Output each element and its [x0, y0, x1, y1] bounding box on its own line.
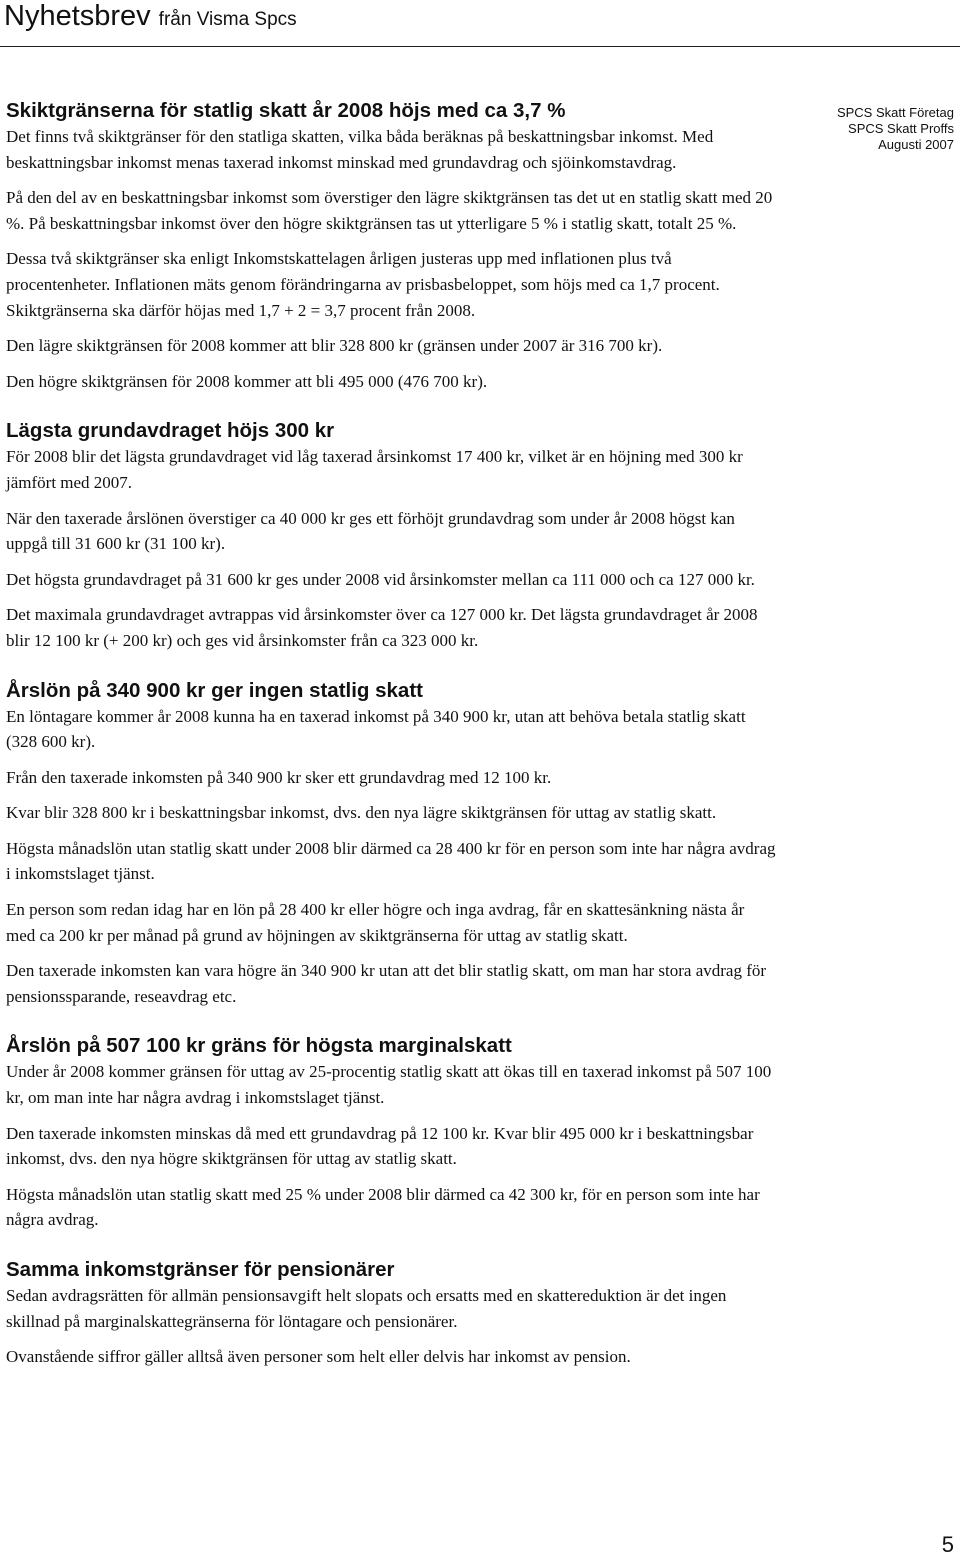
paragraph: Dessa två skiktgränser ska enligt Inkomstskattelagen årligen justeras upp med inflationen plus två procentenheter. Inflationen mäts genom förändringarna av prisbasbeloppet, som höjs med ca 1,7 procent. Skiktgränserna ska därför höjas med 1,7 + 2 = 3,7 procent från 2008.: [6, 249, 720, 320]
page-number: 5: [941, 1532, 954, 1557]
section-heading: Lägsta grundavdraget höjs 300 kr: [6, 419, 335, 443]
paragraph: Kvar blir 328 800 kr i beskattningsbar inkomst, dvs. den nya lägre skiktgränsen för uttag av statlig skatt.: [6, 803, 717, 823]
paragraph: Det maximala grundavdraget avtrappas vid årsinkomster över ca 127 000 kr. Det lägsta grundavdraget år 2008 blir 12 100 kr (+ 200 kr) och ges vid årsinkomster från ca 323 000 kr.: [6, 605, 758, 650]
paragraph: Den högre skiktgränsen för 2008 kommer att bli 495 000 (476 700 kr).: [6, 371, 488, 391]
section-arslon-507100: [6, 1033, 776, 1233]
paragraph: När den taxerade årslönen överstiger ca 40 000 kr ges ett förhöjt grundavdrag som under år 2008 högst kan uppgå till 31 600 kr (31 100 kr).: [6, 508, 735, 554]
article-body: [6, 98, 776, 1380]
newsletter-title: Nyhetsbrev: [4, 0, 151, 32]
paragraph: Ovanstående siffror gäller alltså även personer som helt eller delvis har inkomst av pension.: [6, 1347, 631, 1367]
section-heading: Årslön på 507 100 kr gräns för högsta marginalskatt: [6, 1034, 512, 1058]
paragraph: På den del av en beskattningsbar inkomst som överstiger den lägre skiktgränsen tas det ut en statlig skatt med 20 %. På beskattningsbar inkomst över den högre skiktgränsen tas ut ytterligare 5 % i statlig skatt, totalt 25 %.: [6, 188, 773, 233]
section-pensionarer: [6, 1257, 776, 1370]
newsletter-subtitle: från Visma Spcs: [158, 9, 297, 30]
paragraph: En person som redan idag har en lön på 28 400 kr eller högre och inga avdrag, får en skattesänkning nästa år med ca 200 kr per månad på grund av höjningen av skiktgränserna för uttag av statlig skatt.: [6, 900, 745, 945]
section-heading: Skiktgränserna för statlig skatt år 2008 höjs med ca 3,7 %: [6, 99, 566, 122]
section-grundavdrag: [6, 418, 776, 653]
paragraph: Den lägre skiktgränsen för 2008 kommer att blir 328 800 kr (gränsen under 2007 är 316 700 kr).: [6, 336, 663, 356]
masthead: [4, 0, 297, 40]
product-info: [837, 105, 954, 153]
header-divider: [0, 46, 960, 47]
issue-date: Augusti 2007: [878, 137, 954, 152]
section-heading: Årslön på 340 900 kr ger ingen statlig skatt: [6, 678, 423, 702]
paragraph: Den taxerade inkomsten minskas då med ett grundavdrag på 12 100 kr. Kvar blir 495 000 kr i beskattningsbar inkomst, dvs. den nya högre skiktgränsen för uttag av statlig skatt.: [6, 1123, 754, 1169]
product-name-proffs: SPCS Skatt Proffs: [848, 121, 954, 136]
paragraph: Under år 2008 kommer gränsen för uttag av 25-procentig statlig skatt att ökas till en taxerad inkomst på 507 100 kr, om man inte har några avdrag i inkomstslaget tjänst.: [6, 1062, 772, 1108]
paragraph: Det finns två skiktgränser för den statliga skatten, vilka båda beräknas på beskattningsbar inkomst. Med beskattningsbar inkomst menas taxerad inkomst minskad med grundavdrag och sjöinkomstavdrag.: [6, 127, 714, 172]
paragraph: Högsta månadslön utan statlig skatt under 2008 blir därmed ca 28 400 kr för en person som inte har några avdrag i inkomstslaget tjänst.: [6, 838, 776, 884]
paragraph: Från den taxerade inkomsten på 340 900 kr sker ett grundavdrag med 12 100 kr.: [6, 767, 552, 787]
product-name-foretag: SPCS Skatt Företag: [836, 105, 954, 120]
paragraph: Högsta månadslön utan statlig skatt med 25 % under 2008 blir därmed ca 42 300 kr, för en person som inte har några avdrag.: [6, 1184, 760, 1230]
section-skiktgranser: [6, 98, 776, 394]
paragraph: Den taxerade inkomsten kan vara högre än 340 900 kr utan att det blir statlig skatt, om man har stora avdrag för pensionssparande, reseavdrag etc.: [6, 961, 767, 1006]
section-heading: Samma inkomstgränser för pensionärer: [6, 1258, 395, 1281]
paragraph: För 2008 blir det lägsta grundavdraget vid låg taxerad årsinkomst 17 400 kr, vilket är en höjning med 300 kr jämfört med 2007.: [6, 447, 743, 492]
paragraph: En löntagare kommer år 2008 kunna ha en taxerad inkomst på 340 900 kr, utan att behöva betala statlig skatt (328 600 kr).: [6, 706, 746, 752]
section-arslon-340900: [6, 678, 776, 1010]
paragraph: Sedan avdragsrätten för allmän pensionsavgift helt slopats och ersatts med en skattereduktion är det ingen skillnad på marginalskattegränserna för löntagare och pensionärer.: [6, 1286, 727, 1331]
paragraph: Det högsta grundavdraget på 31 600 kr ges under 2008 vid årsinkomster mellan ca 111 000 och ca 127 000 kr.: [6, 569, 755, 589]
